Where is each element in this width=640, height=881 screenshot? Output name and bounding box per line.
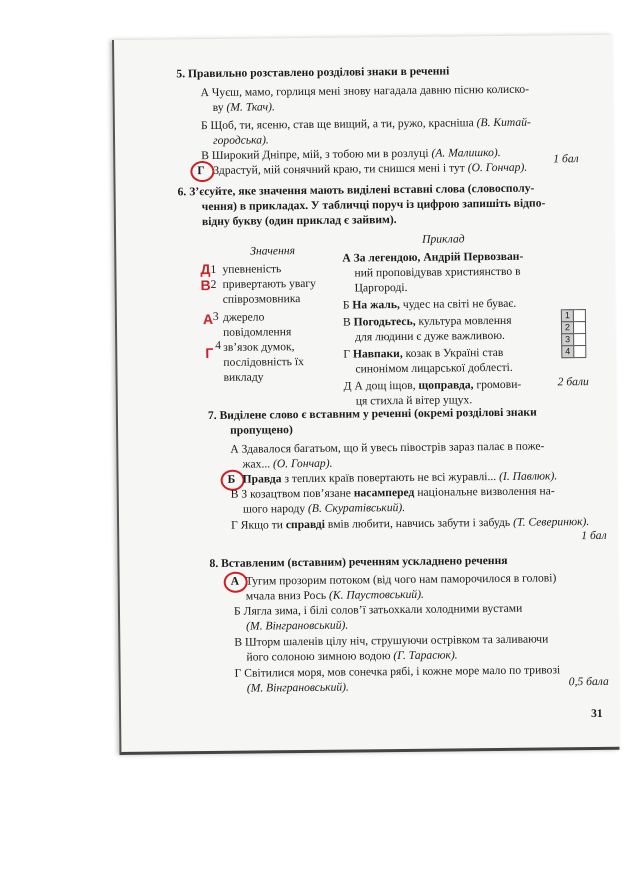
table-answer-cell[interactable] — [573, 345, 586, 358]
q5-option-g-letter: Г — [197, 164, 205, 178]
q8-option-g-line1: Г Світилися моря, мов сонечка рябі, і кожне море мало по тривозі — [234, 663, 561, 680]
example-d-line2: ця стихла й вітер ущух. — [355, 393, 473, 408]
meaning-text: джерело — [222, 310, 265, 324]
q6-title-line1: 6. З’єсуйте, яке значення мають виділені вставні слова (словосполу- — [177, 181, 535, 199]
page-number: 31 — [591, 706, 603, 721]
q7-option-b: Правда з теплих країв повертають не всі журавлі... (І. Павлюк). — [242, 469, 558, 486]
example-d: Д А дощ іщов, щоправда, громови- — [343, 377, 522, 393]
example-g: Г Навпаки, козак в Україні став — [343, 345, 504, 361]
q7-option-b-letter: Б — [227, 472, 236, 486]
meaning-text: зв’язок думок, — [223, 340, 295, 354]
meaning-text: послідовність їх — [223, 355, 304, 369]
q6-col-example: Приклад — [422, 232, 465, 246]
example-a-line3: Царгороді. — [354, 280, 408, 295]
q6-col-meaning: Значення — [250, 244, 296, 258]
q5-option-a-line1: А Чуєш, мамо, горлиця мені знову нагадала давню пісню колиско- — [200, 82, 530, 100]
q5-points: 1 бал — [553, 152, 579, 166]
q8-option-v-line2: його солоною зимною водою (Г. Тарасюк). — [246, 648, 458, 664]
q6-title-line3: відну букву (один приклад є зайвим). — [201, 213, 397, 229]
meaning-number: 3 — [212, 309, 219, 323]
q6-title-line2: чення) в прикладах. У табличці поруч із цифрою запишіть відпо- — [201, 196, 546, 214]
q8-option-v-line1: В Шторм шаленів цілу ніч, струшуючи острівком та заливаючи — [234, 632, 549, 649]
q8-option-a-line1: Тугим прозорим потоком (від чого нам паморочилося в голові) — [245, 571, 557, 588]
q5-option-a-line2: ву (М. Ткач). — [212, 100, 275, 114]
q7-option-v-line1: В З козацтвом пов’язане насамперед національне визволення на- — [230, 484, 555, 501]
q8-option-a-letter: А — [230, 574, 240, 588]
example-v: В Погодьтесь, культура мовлення — [342, 313, 512, 329]
example-g-line2: синонімом лицарської доблесті. — [355, 360, 513, 376]
example-b: Б На жаль, чудес на світі не буває. — [342, 296, 517, 312]
handwritten-answer: Д — [200, 260, 211, 278]
handwritten-answer: Г — [205, 344, 214, 362]
q8-points: 0,5 бала — [568, 674, 609, 689]
meaning-number: 4 — [215, 338, 222, 352]
q5-title: 5. Правильно розставлено розділові знаки в реченні — [176, 64, 450, 81]
q8-title: 8. Вставленим (вставним) реченням ускладнено речення — [209, 553, 508, 571]
table-number: 3 — [561, 333, 574, 346]
example-a-line2: ний проповідував християнство в — [354, 264, 521, 280]
meaning-text: привертають увагу — [222, 276, 316, 291]
q8-option-a-line2: мчала вниз Рось (К. Паустовський). — [245, 587, 424, 603]
table-number: 2 — [561, 321, 574, 334]
q7-option-v-line2: шого народу (В. Скуратівський). — [242, 500, 406, 516]
q7-title-line2: пропущено) — [230, 423, 293, 437]
q7-option-a-line1: А Здавалося багатьом, що й увесь півострів зараз палає в поже- — [230, 439, 545, 456]
q8-option-b-line1: Б Лягла зима, і білі солов’ї затьохкали холодними вустами — [233, 601, 523, 618]
meaning-number: 2 — [210, 277, 217, 291]
example-v-line2: для людини є дуже важливою. — [355, 328, 505, 344]
q5-option-g: Здрастуй, мій сонячний краю, ти снишся мені і тут (О. Гончар). — [213, 160, 528, 177]
meaning-text: співрозмовника — [222, 292, 301, 306]
q7-title-line1: 7. Виділене слово є вставним у реченні (окремі розділові знаки — [207, 405, 537, 423]
q7-option-a-line2: жах... (О. Гончар). — [242, 456, 333, 471]
table-number: 4 — [561, 345, 574, 358]
q5-option-b-line1: Б Щоб, ти, ясеню, став ще вищий, а ти, ружо, красніша (В. Китай- — [200, 115, 531, 133]
meaning-number: 1 — [210, 262, 217, 276]
handwritten-answer: А — [202, 310, 214, 328]
meaning-text: упевненість — [222, 262, 282, 276]
book-page — [112, 35, 619, 755]
table-number: 1 — [561, 309, 574, 322]
q8-option-b-line2: (М. Вінграновський). — [246, 618, 349, 633]
q7-points: 1 бал — [581, 528, 607, 543]
q5-option-v: В Широкий Дніпре, мій, з тобою ми в розлуці (А. Малишко). — [201, 145, 501, 163]
handwritten-answer: В — [200, 276, 211, 294]
meaning-text: викладу — [223, 370, 264, 384]
q6-points: 2 бали — [557, 375, 589, 389]
q8-option-g-line2: (М. Вінграновський). — [246, 680, 349, 695]
example-a: А За легендою, Андрій Первозван- — [342, 249, 524, 265]
meaning-text: повідомлення — [222, 325, 292, 339]
q5-option-b-line2: городська). — [212, 133, 269, 147]
q7-option-g: Г Якщо ти справді вмів любити, навчись забути і забудь (Т. Северинюк). — [231, 515, 590, 532]
